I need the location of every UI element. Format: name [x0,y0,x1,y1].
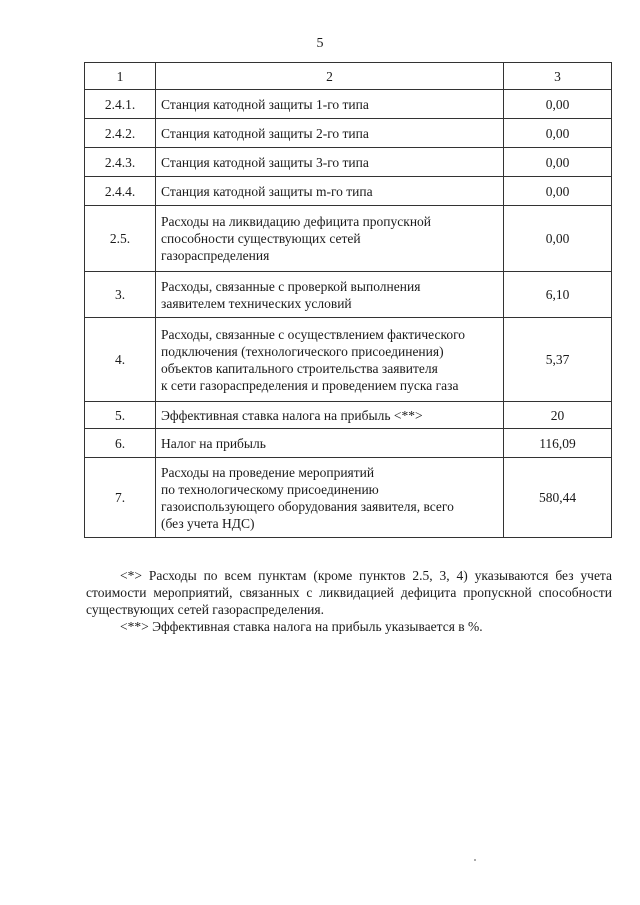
row-number: 6. [85,429,156,458]
table-row [85,119,612,148]
row-number: 4. [85,318,156,402]
table-row [85,318,612,402]
footnote-2: <**> Эффективная ставка налога на прибыль указывается в %. [120,619,483,634]
row-value: 0,00 [504,206,612,272]
row-description: Эффективная ставка налога на прибыль <**> [156,402,504,429]
footnote-1: <*> Расходы по всем пунктам (кроме пунктов 2.5, 3, 4) указываются без учета стоимости мероприятий, связанных с ликвидацией дефицита пропускной способности существующих сетей газораспределения. [86,568,612,617]
row-description: Станция катодной защиты m-го типа [156,177,504,206]
header-cell: 2 [156,63,504,90]
row-description: Станция катодной защиты 1-го типа [156,90,504,119]
row-value: 116,09 [504,429,612,458]
row-description: Расходы на ликвидацию дефицита пропускной способности существующих сетей газораспределения [156,206,504,272]
row-number: 3. [85,272,156,318]
table-row [85,429,612,458]
cost-table [84,62,612,538]
header-cell: 3 [504,63,612,90]
row-value: 6,10 [504,272,612,318]
row-description: Налог на прибыль [156,429,504,458]
table-row [85,148,612,177]
row-number: 2.4.4. [85,177,156,206]
row-number: 7. [85,458,156,538]
row-value: 20 [504,402,612,429]
row-description: Расходы на проведение мероприятий по технологическому присоединению газоиспользующего оборудования заявителя, всего (без учета НДС) [156,458,504,538]
row-value: 5,37 [504,318,612,402]
row-number: 5. [85,402,156,429]
row-value: 0,00 [504,148,612,177]
table-row [85,458,612,538]
table-row [85,272,612,318]
row-number: 2.4.2. [85,119,156,148]
table-row [85,90,612,119]
row-number: 2.4.1. [85,90,156,119]
row-description: Станция катодной защиты 2-го типа [156,119,504,148]
table-row [85,402,612,429]
row-description: Расходы, связанные с осуществлением фактического подключения (технологического присоединения) объектов капитального строительства заявителя к сети газораспределения и проведением пуска газа [156,318,504,402]
row-value: 0,00 [504,177,612,206]
footnotes [86,567,612,635]
row-value: 0,00 [504,119,612,148]
header-cell: 1 [85,63,156,90]
row-number: 2.4.3. [85,148,156,177]
table-row [85,206,612,272]
row-number: 2.5. [85,206,156,272]
row-description: Расходы, связанные с проверкой выполнения заявителем технических условий [156,272,504,318]
table-row [85,177,612,206]
row-value: 580,44 [504,458,612,538]
row-value: 0,00 [504,90,612,119]
scan-speck [474,859,476,861]
table-header-row [85,63,612,90]
page-number: 5 [316,36,324,51]
row-description: Станция катодной защиты 3-го типа [156,148,504,177]
